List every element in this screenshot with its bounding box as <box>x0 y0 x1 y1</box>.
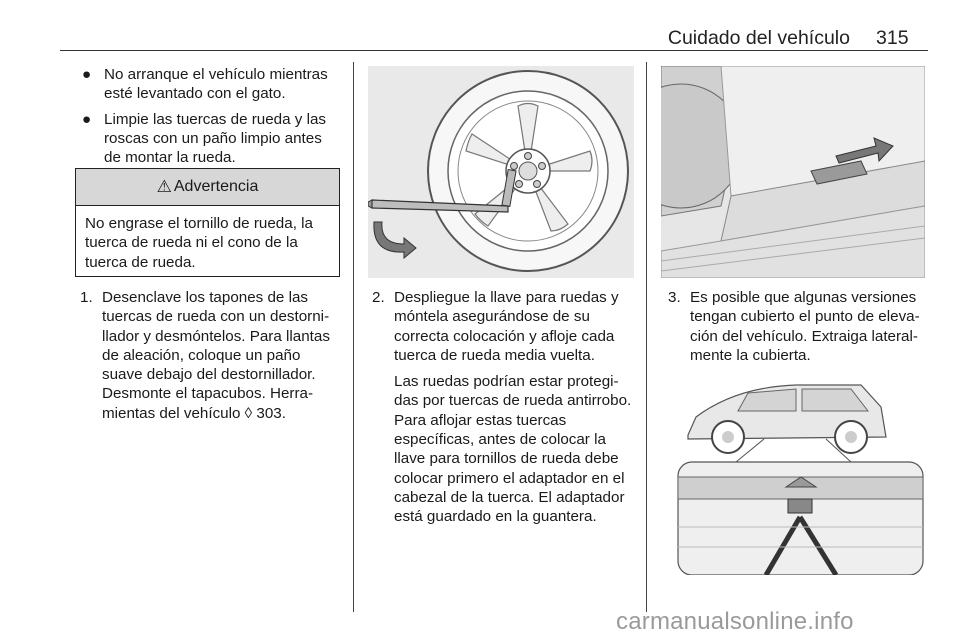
wheel-wrench-drawing <box>368 66 634 278</box>
section-title: Cuidado del vehículo <box>667 27 850 49</box>
jack-point-cover-drawing <box>661 66 925 278</box>
step-text: Despliegue la llave para ruedas y móntela asegurándose de su correcta colocación y afloje cada tuerca de rueda media vuelta. <box>394 289 619 364</box>
step-note: Las ruedas podrían estar protegidas por tuercas de rueda antirrobo. Para aflojar estas tuercas específicas, antes de colocar la llave para tornillos de rueda debe colocar primero el adaptador en el cabezal de la tuerca. El adaptador está guardado en la guantera. <box>394 373 632 526</box>
warning-header <box>76 169 339 206</box>
car-jack-drawing <box>676 377 925 575</box>
step-number: 3. <box>668 289 681 306</box>
warning-box <box>75 168 340 277</box>
warning-text: No engrase el tornillo de rueda, la tuerca de rueda ni el cono de la tuerca de rueda. <box>85 215 313 271</box>
step-text: Desenclave los tapones de las tuercas de rueda con un destornillador y desmóntelos. Para llantas de aleación, coloque un paño suave debajo del destornillador. Desmonte el tapacubos. Herramientas del vehículo ◊ 303. <box>102 289 330 422</box>
list-item <box>64 65 342 104</box>
step-number: 2. <box>372 289 385 306</box>
watermark: carmanualsonline.info <box>616 608 854 635</box>
step-number: 1. <box>80 289 93 306</box>
wheel-wrench-illustration <box>368 66 634 278</box>
list-item-text: Limpie las tuercas de rueda y las roscas con un paño limpio antes de montar la rueda. <box>104 110 327 167</box>
column-divider <box>353 62 354 612</box>
step-2 <box>372 288 634 534</box>
warning-icon: ⚠ <box>156 177 172 196</box>
bullet-icon: ● <box>82 110 92 128</box>
list-item <box>64 110 342 168</box>
bullet-list <box>64 65 342 167</box>
step-text: Es posible que algunas versiones tengan cubierto el punto de elevación del vehículo. Extraiga lateralmente la cubierta. <box>690 289 920 364</box>
step-1 <box>80 288 342 430</box>
warning-title: Advertencia <box>173 178 259 195</box>
header-rule <box>60 50 928 51</box>
bullet-icon: ● <box>82 66 92 83</box>
step-3 <box>668 288 930 372</box>
list-item-text: No arranque el vehículo mientras esté levantado con el gato. <box>104 66 328 103</box>
jack-point-cover-illustration <box>661 66 925 278</box>
page-number: 315 <box>876 27 909 49</box>
bullet-list-container <box>64 65 342 173</box>
column-divider <box>646 62 647 612</box>
car-jack-illustration <box>676 377 925 575</box>
